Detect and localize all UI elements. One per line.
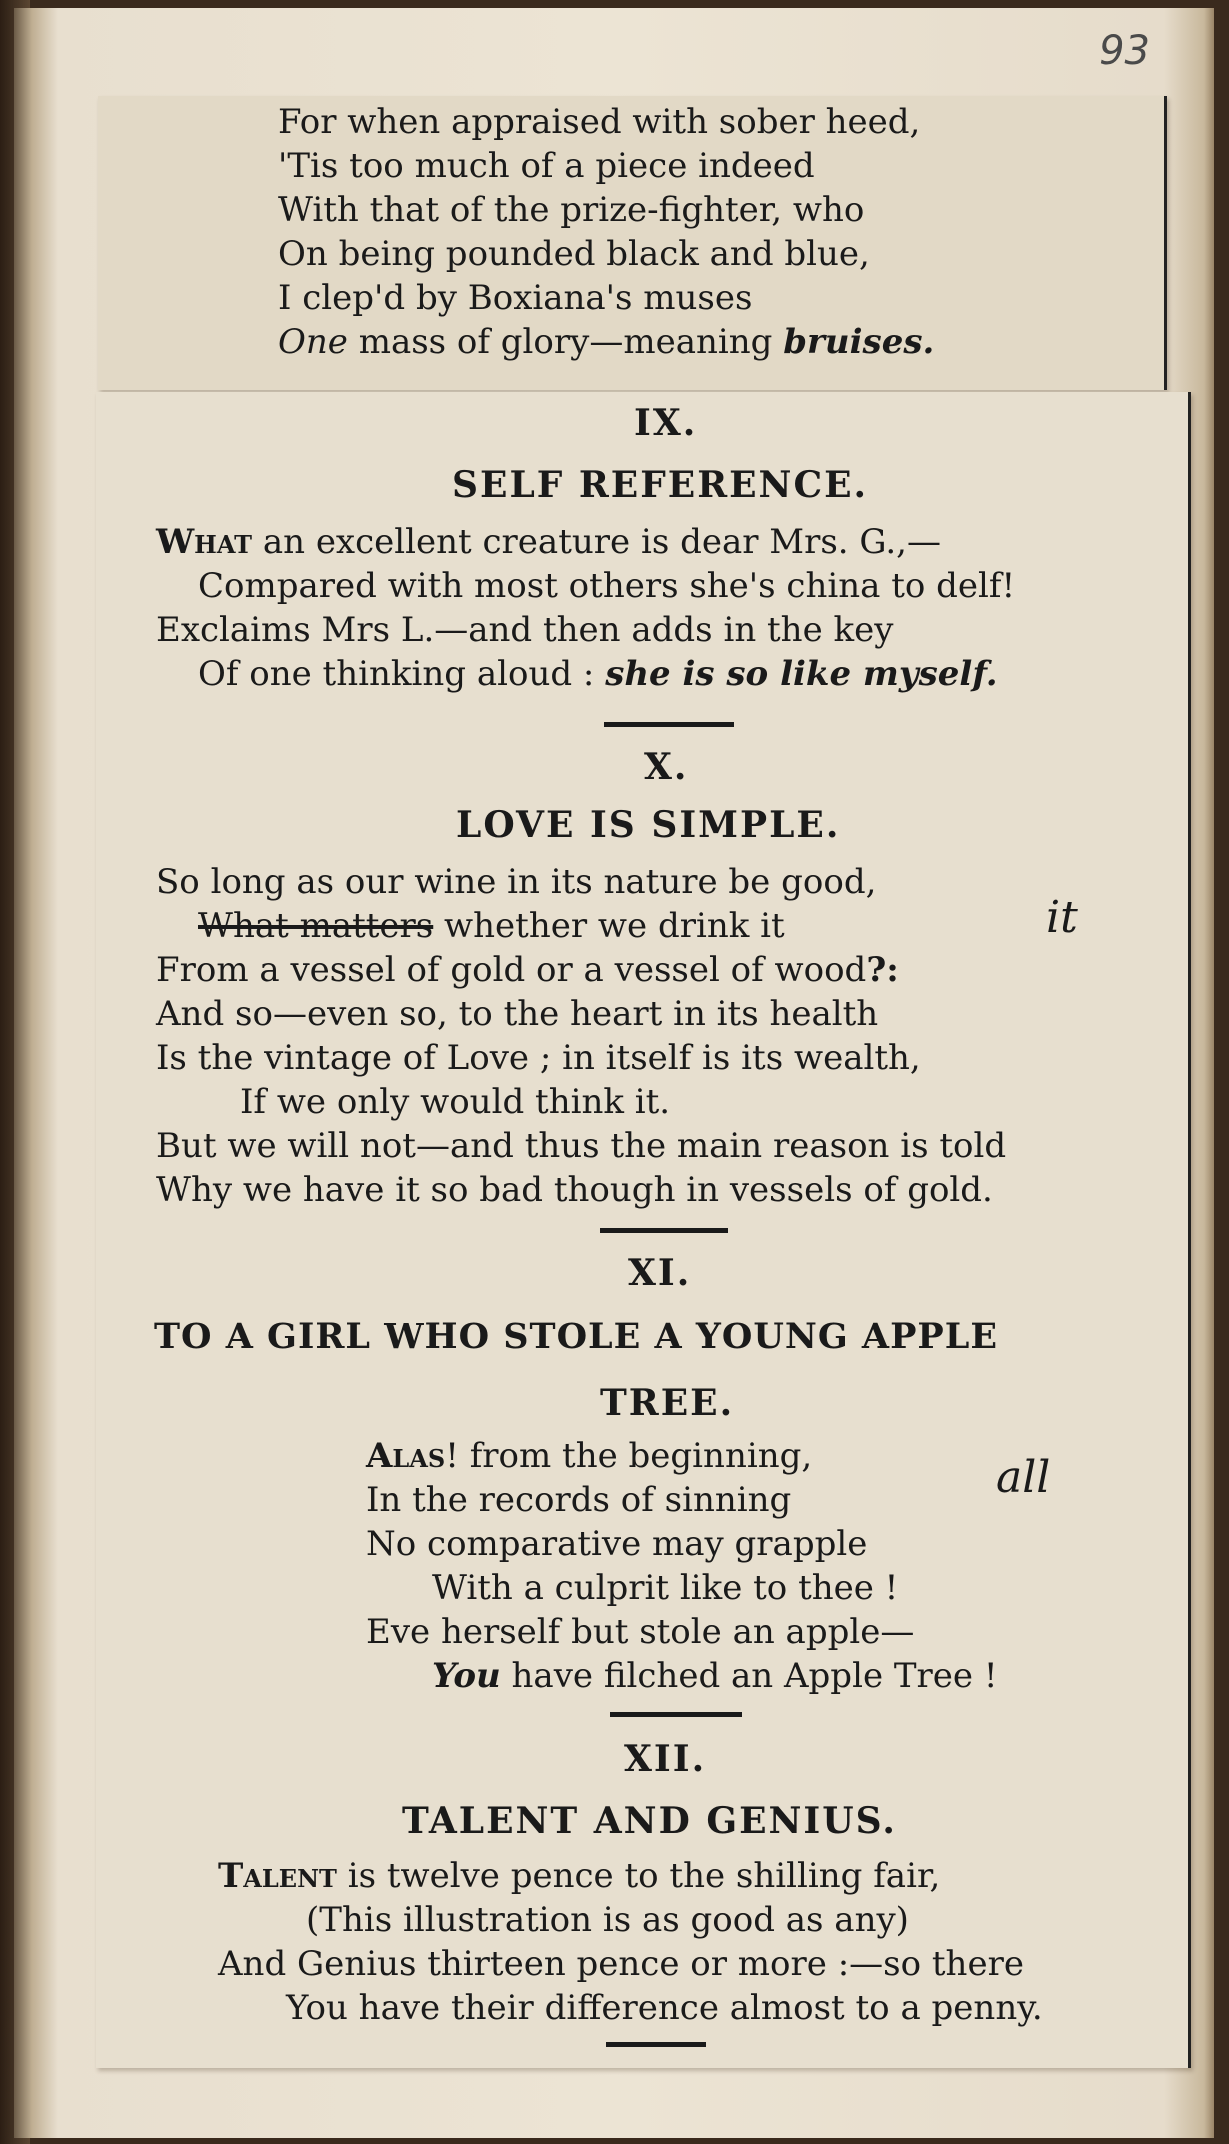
struck-text: What matters — [198, 906, 434, 946]
text-run: From a vessel of gold or a vessel of wood — [156, 950, 867, 990]
fragment-line: With that of the prize-fighter, who — [278, 190, 865, 230]
scrapbook-page — [14, 8, 1214, 2138]
text-run: ! from the beginning, — [445, 1436, 813, 1476]
poem-line — [156, 950, 899, 990]
poem-numeral: IX. — [634, 402, 698, 444]
poem-title-continued: TREE. — [600, 1382, 735, 1424]
poem-line — [218, 1856, 940, 1896]
section-rule — [610, 1712, 742, 1717]
section-rule — [604, 722, 734, 727]
poem-line — [156, 522, 941, 562]
italic-phrase: she is so like myself. — [605, 654, 998, 694]
section-rule — [606, 2042, 706, 2047]
handwritten-annotation: all — [996, 1452, 1051, 1503]
poem-numeral: XII. — [624, 1738, 707, 1780]
page-number: 93 — [1099, 28, 1150, 74]
clipping-fragment — [98, 96, 1167, 390]
poem-line: If we only would think it. — [240, 1082, 671, 1122]
poem-line: And so—even so, to the heart in its health — [156, 994, 879, 1034]
fragment-line: I clep'd by Boxiana's muses — [278, 278, 753, 318]
poem-line: Exclaims Mrs L.—and then adds in the key — [156, 610, 894, 650]
poem-line: And Genius thirteen pence or more :—so there — [218, 1944, 1024, 1984]
poem-title: SELF REFERENCE. — [452, 464, 869, 506]
correction-mark: ?: — [866, 950, 899, 990]
fragment-line: For when appraised with sober heed, — [278, 102, 921, 142]
small-caps-word: What — [156, 522, 253, 562]
text-run: Of one thinking aloud : — [198, 654, 606, 694]
italic-word: bruises. — [783, 322, 935, 362]
poem-line — [198, 654, 998, 694]
poem-line: No comparative may grapple — [366, 1524, 868, 1564]
text-run: is twelve pence to the shilling fair, — [336, 1856, 941, 1896]
poem-line: With a culprit like to thee ! — [432, 1568, 899, 1608]
poem-line: (This illustration is as good as any) — [306, 1900, 909, 1940]
text-run: have filched an Apple Tree ! — [500, 1656, 998, 1696]
fragment-last-line — [278, 322, 934, 362]
poem-line: Why we have it so bad though in vessels of gold. — [156, 1170, 993, 1210]
poem-line — [198, 906, 785, 946]
text-run: whether we drink it — [433, 906, 785, 946]
poem-line: So long as our wine in its nature be good, — [156, 862, 877, 902]
poem-line: Compared with most others she's china to delf! — [198, 566, 1016, 606]
small-caps-word: Alas — [366, 1436, 446, 1476]
poem-title: LOVE IS SIMPLE. — [456, 804, 841, 846]
poem-line: But we will not—and thus the main reason is told — [156, 1126, 1007, 1166]
poem-line — [366, 1436, 812, 1476]
poem-line: Is the vintage of Love ; in itself is its wealth, — [156, 1038, 921, 1078]
poem-line: In the records of sinning — [366, 1480, 792, 1520]
text-run: an excellent creature is dear Mrs. G.,— — [252, 522, 941, 562]
fragment-line: 'Tis too much of a piece indeed — [278, 146, 815, 186]
clipping-poems — [96, 392, 1191, 2068]
fragment-line: On being pounded black and blue, — [278, 234, 870, 274]
poem-numeral: XI. — [628, 1252, 692, 1294]
poem-line: You have their difference almost to a penny. — [286, 1988, 1043, 2028]
handwritten-annotation: it — [1046, 892, 1078, 943]
small-caps-word: Talent — [218, 1856, 337, 1896]
poem-title: TO A GIRL WHO STOLE A YOUNG APPLE — [154, 1316, 999, 1357]
italic-word: You — [432, 1656, 501, 1696]
section-rule — [600, 1228, 728, 1233]
text-run: mass of glory—meaning — [347, 322, 784, 362]
poem-numeral: X. — [644, 746, 689, 788]
poem-line: Eve herself but stole an apple— — [366, 1612, 915, 1652]
italic-word: One — [278, 322, 348, 362]
poem-line — [432, 1656, 998, 1696]
poem-title: TALENT AND GENIUS. — [402, 1800, 897, 1842]
